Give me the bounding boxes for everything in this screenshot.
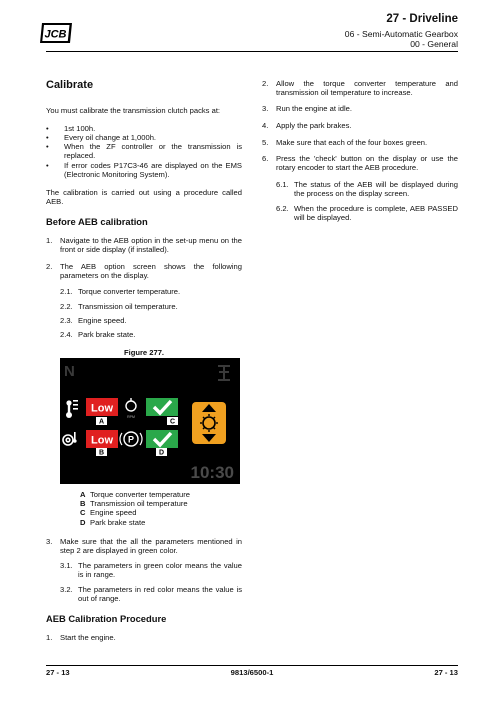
logo-text: JCB <box>44 28 67 41</box>
callout-b: B <box>98 449 105 457</box>
chapter-title: 27 - Driveline <box>386 13 458 25</box>
calibrate-outro: The calibration is carried out using a procedure called AEB. <box>46 188 242 207</box>
legend-item: A Torque converter temperature <box>80 490 191 499</box>
aeb-procedure-steps-cont: 2. Allow the torque converter temperature and transmission oil temperature to increase. 3. Run the engine at idle. 4. Apply the park brakes. 5. Make sure that each of the four boxes green. 6. Press the 'check' button on the display or use the rotary encoder to start the AEB procedure. 6.1. The status of the AEB will be displayed during the process on the display screen. 6.2. When the procedure is complete, AEB PASSED will be displayed. <box>262 79 458 223</box>
callout-a: A <box>98 418 105 426</box>
low-label-b: Low <box>91 434 113 447</box>
clock-readout: 10:30 <box>190 463 234 482</box>
callout-c: C <box>169 418 176 426</box>
before-aeb-steps: 1. Navigate to the AEB option in the set-up menu on the front or side display (if installed). 2. The AEB option screen shows the following parameters on the display. 2.1. Torque converter temperature. 2.2. Transmission oil temperature. 2.3. Engine speed. 2.4. Park brake state. <box>46 236 242 339</box>
gear-indicator: N <box>64 363 75 380</box>
aeb-sun-button <box>192 402 226 444</box>
calibrate-intro: You must calibrate the transmission clutch packs at: <box>46 106 221 115</box>
header-rule <box>46 51 458 52</box>
figure-caption: Figure 277. <box>123 348 165 357</box>
subsection-title: 00 - General <box>410 39 458 49</box>
aeb-procedure-heading: AEB Calibration Procedure <box>46 613 167 624</box>
rpm-label: RPM <box>127 415 135 419</box>
calibrate-bullet-list: • 1st 100h. • Every oil change at 1,000h. • When the ZF controller or the transmission is replaced. • If error codes P17C3-46 are displayed on the EMS (Electronic Monitoring System). <box>46 124 242 180</box>
footer-rule <box>46 665 458 666</box>
before-aeb-heading: Before AEB calibration <box>46 216 148 227</box>
footer-page-left: 27 - 13 <box>46 668 70 677</box>
after-figure-steps: 3. Make sure that the all the parameters mentioned in step 2 are displayed in green color. 3.1. The parameters in green color means the value is in range. 3.2. The parameters in red color means the value is out of range. <box>46 537 242 604</box>
footer-page-right: 27 - 13 <box>434 668 458 677</box>
jcb-logo <box>38 21 74 45</box>
callout-d: D <box>158 449 165 457</box>
footer-doc-number: 9813/6500-1 <box>230 668 274 677</box>
calibrate-heading: Calibrate <box>46 79 94 91</box>
legend-item: D Park brake state <box>80 517 146 527</box>
section-title: 06 - Semi-Automatic Gearbox <box>344 29 458 39</box>
low-label-a: Low <box>91 402 113 415</box>
aeb-display-screen <box>60 358 240 484</box>
legend-item: C Engine speed <box>80 508 137 518</box>
legend-item: B Transmission oil temperature <box>80 499 188 509</box>
figure-legend <box>80 490 190 527</box>
park-label: P <box>127 434 135 445</box>
